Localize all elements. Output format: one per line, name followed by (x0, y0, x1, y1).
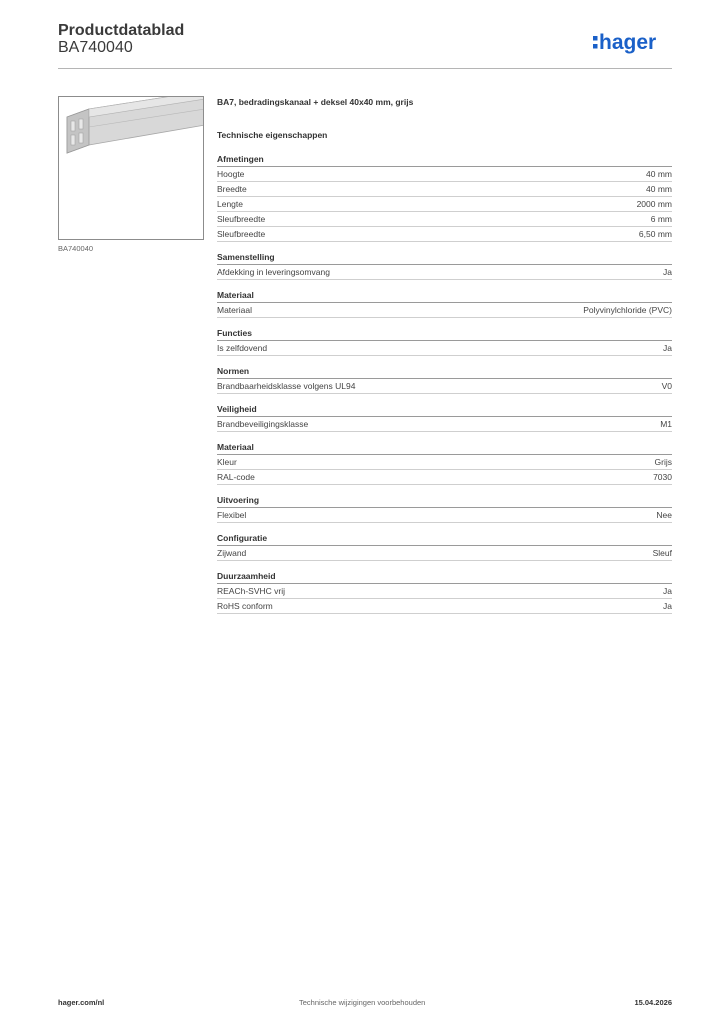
spec-row (217, 167, 672, 182)
spec-row (217, 599, 672, 614)
spec-value: V0 (661, 381, 672, 391)
cable-duct-illustration (59, 97, 204, 240)
spec-label: Breedte (217, 184, 247, 194)
spec-label: RAL-code (217, 472, 255, 482)
spec-section (217, 327, 672, 356)
spec-row (217, 584, 672, 599)
spec-value: Polyvinylchloride (PVC) (583, 305, 672, 315)
spec-value: 6,50 mm (638, 229, 672, 239)
spec-section (217, 532, 672, 561)
spec-section (217, 403, 672, 432)
spec-label: Kleur (217, 457, 237, 467)
section-title: Uitvoering (217, 494, 672, 508)
section-title: Veiligheid (217, 403, 672, 417)
section-title: Functies (217, 327, 672, 341)
section-title: Samenstelling (217, 251, 672, 265)
spec-row (217, 227, 672, 242)
spec-label: Lengte (217, 199, 243, 209)
spec-value: 7030 (653, 472, 672, 482)
section-title: Configuratie (217, 532, 672, 546)
spec-row (217, 379, 672, 394)
spec-row (217, 341, 672, 356)
spec-value: Ja (663, 601, 672, 611)
spec-label: Materiaal (217, 305, 252, 315)
spec-value: M1 (660, 419, 672, 429)
document-title: Productdatablad (58, 22, 185, 39)
spec-label: Zijwand (217, 548, 247, 558)
spec-row (217, 212, 672, 227)
section-title: Materiaal (217, 289, 672, 303)
spec-value: Ja (663, 586, 672, 596)
spec-section (217, 494, 672, 523)
spec-value: 2000 mm (636, 199, 672, 209)
spec-label: Is zelfdovend (217, 343, 268, 353)
spec-value: 40 mm (646, 184, 672, 194)
section-title: Normen (217, 365, 672, 379)
footer-date: 15.04.2026 (634, 998, 672, 1007)
spec-section (217, 251, 672, 280)
product-image (58, 96, 204, 240)
spec-section (217, 441, 672, 485)
spec-label: Sleufbreedte (217, 229, 266, 239)
spec-row (217, 182, 672, 197)
spec-row (217, 455, 672, 470)
header-divider (58, 68, 672, 69)
spec-row (217, 303, 672, 318)
spec-sections (217, 153, 672, 614)
spec-value: 6 mm (650, 214, 672, 224)
spec-row (217, 197, 672, 212)
spec-section (217, 289, 672, 318)
spec-value: Ja (663, 343, 672, 353)
spec-section (217, 570, 672, 614)
spec-label: Brandbaarheidsklasse volgens UL94 (217, 381, 356, 391)
spec-row (217, 508, 672, 523)
hager-logo (593, 28, 673, 56)
section-title: Afmetingen (217, 153, 672, 167)
product-description: BA7, bedradingskanaal + deksel 40x40 mm, grijs (217, 97, 414, 107)
spec-value: Grijs (654, 457, 672, 467)
section-title: Duurzaamheid (217, 570, 672, 584)
spec-row (217, 546, 672, 561)
spec-label: Afdekking in leveringsomvang (217, 267, 330, 277)
footer-website: hager.com/nl (58, 998, 105, 1007)
spec-row (217, 417, 672, 432)
spec-label: Sleufbreedte (217, 214, 266, 224)
spec-value: Nee (656, 510, 672, 520)
spec-label: Hoogte (217, 169, 245, 179)
spec-section (217, 153, 672, 242)
specifications (217, 96, 672, 614)
spec-value: Ja (663, 267, 672, 277)
footer-notice: Technische wijzigingen voorbehouden (299, 998, 426, 1007)
spec-value: Sleuf (652, 548, 672, 558)
logo-text: hager (599, 31, 657, 54)
spec-section (217, 365, 672, 394)
spec-label: Flexibel (217, 510, 247, 520)
section-title: Materiaal (217, 441, 672, 455)
image-caption: BA740040 (58, 244, 94, 253)
spec-row (217, 265, 672, 280)
spec-label: RoHS conform (217, 601, 273, 611)
spec-value: 40 mm (646, 169, 672, 179)
spec-label: Brandbeveiligingsklasse (217, 419, 309, 429)
spec-label: REACh-SVHC vrij (217, 586, 286, 596)
spec-row (217, 470, 672, 485)
technical-properties-heading: Technische eigenschappen (217, 130, 328, 140)
product-code: BA740040 (58, 39, 133, 56)
